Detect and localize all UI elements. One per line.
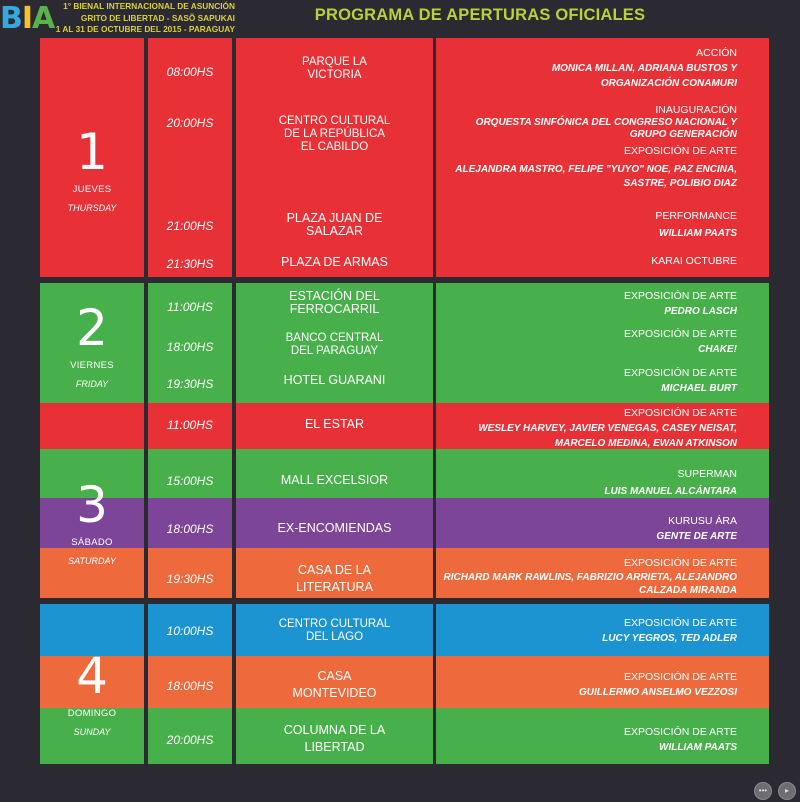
venue-line: FERROCARRIL (289, 302, 380, 316)
hour: 11 (167, 418, 180, 432)
venue-line: DE LA REPÚBLICA (284, 128, 385, 140)
day-name-en: FRIDAY (75, 379, 109, 389)
activity-head: EXPOSICIÓN DE ARTE (623, 144, 737, 157)
activity-head: KARAI OCTUBRE (651, 255, 737, 267)
event-time (148, 219, 232, 233)
venue (236, 522, 433, 535)
minutes: :00HS (180, 679, 214, 693)
minutes: :00HS (179, 300, 213, 314)
activity (437, 327, 737, 357)
venue (236, 418, 433, 431)
venue-line: EL CABILDO (300, 141, 369, 153)
minutes: :00HS (180, 522, 214, 536)
venue (236, 562, 433, 596)
page-title: PROGRAMA DE APERTURAS OFICIALES (314, 6, 646, 24)
minutes: :30HS (180, 377, 214, 391)
activity-head: EXPOSICIÓN DE ARTE (623, 557, 737, 569)
hour: 11 (167, 300, 180, 314)
minutes: :00HS (180, 116, 214, 130)
hour: 15 (166, 474, 180, 488)
venue (236, 290, 433, 316)
minutes: :00HS (180, 733, 214, 747)
activity (437, 615, 737, 647)
time-column (148, 38, 232, 764)
activity-head: EXPOSICIÓN DE ARTE (623, 367, 737, 379)
minutes: :00HS (179, 418, 213, 432)
venue-line: DEL LAGO (305, 631, 364, 643)
activity-artists: ALEJANDRA MASTRO, FELIPE "YUYO" NOE, PAZ ENCINA, (455, 164, 737, 175)
activity-head: KURUSU ÁRA (668, 515, 737, 527)
activity-head: EXPOSICIÓN DE ARTE (623, 726, 737, 738)
activity-artists: MICHAEL BURT (661, 383, 737, 394)
activity-head: EXPOSICIÓN DE ARTE (623, 617, 737, 629)
event-time (148, 300, 232, 314)
venue-line: CENTRO CULTURAL (278, 115, 391, 127)
viewer-controls (752, 780, 800, 802)
venue-line: EL ESTAR (304, 417, 365, 431)
hour: 19 (166, 377, 180, 391)
venue-line: EX-ENCOMIENDAS (277, 521, 392, 535)
activity-artists: ORGANIZACIÓN CONAMURI (600, 78, 737, 89)
header (0, 0, 800, 38)
event-time (148, 522, 232, 536)
event-time (148, 474, 232, 488)
venue-line: PLAZA JUAN DE (286, 211, 383, 225)
venue (236, 668, 433, 702)
venue-line: LIBERTAD (304, 740, 365, 754)
venue-column (236, 38, 433, 764)
activity-head: EXPOSICIÓN DE ARTE (623, 290, 737, 302)
venue-line: BANCO CENTRAL (285, 332, 384, 344)
day-number: 4 (76, 647, 108, 705)
day-name-es: VIERNES (70, 360, 114, 371)
hour: 21 (166, 257, 180, 271)
activity (437, 46, 737, 91)
activity-artists: GUILLERMO ANSELMO VEZZOSI (579, 687, 737, 698)
activity-artists: GENTE DE ARTE (656, 531, 737, 542)
bienal-info (55, 1, 235, 36)
day-column (40, 38, 144, 764)
minutes: :30HS (180, 257, 214, 271)
activity (437, 289, 737, 319)
activity-column (436, 38, 769, 764)
activity (437, 724, 737, 756)
day-name-en: SATURDAY (68, 556, 116, 566)
activity-head: SUPERMAN (677, 468, 737, 480)
hour: 20 (166, 733, 180, 747)
activity (437, 104, 737, 191)
venue-line: ESTACIÓN DEL (289, 289, 380, 303)
activity-head: EXPOSICIÓN DE ARTE (623, 671, 737, 683)
activity (437, 513, 737, 545)
day-name-en: SUNDAY (73, 727, 111, 737)
day-3-label (40, 476, 144, 566)
venue (236, 115, 433, 154)
day-number: 2 (76, 299, 108, 357)
activity-artists: MONICA MILLAN, ADRIANA BUSTOS Y (551, 63, 737, 74)
venue (236, 722, 433, 756)
minutes: :00HS (180, 474, 214, 488)
activity (437, 466, 737, 500)
minutes: :00HS (180, 340, 214, 354)
activity-artists: WILLIAM PAATS (659, 228, 737, 239)
event-time (148, 116, 232, 130)
activity-artists: WESLEY HARVEY, JAVIER VENEGAS, CASEY NEISAT, (478, 423, 737, 434)
activity-artists: LUCY YEGROS, TED ADLER (602, 633, 737, 644)
hour: 21 (166, 219, 180, 233)
day-2-label (40, 299, 144, 389)
event-time (148, 257, 232, 271)
minutes: :30HS (180, 572, 214, 586)
activity-head: INAUGURACIÓN (655, 104, 737, 116)
event-time (148, 377, 232, 391)
bienal-line: 1° BIENAL INTERNACIONAL DE ASUNCIÓN (63, 1, 235, 11)
venue-line: DEL PARAGUAY (290, 345, 379, 357)
activity-head: EXPOSICIÓN DE ARTE (623, 407, 737, 419)
activity-artists: CHAKE! (698, 344, 737, 355)
venue (236, 212, 433, 238)
activity-head: EXPOSICIÓN DE ARTE (623, 328, 737, 340)
hour: 18 (166, 522, 180, 536)
activity (407, 557, 737, 598)
event-time (148, 65, 232, 79)
activity (437, 208, 737, 242)
event-time (148, 340, 232, 354)
venue-line: COLUMNA DE LA (283, 723, 386, 737)
more-options-icon[interactable]: ••• (754, 782, 772, 800)
venue (236, 474, 433, 487)
minutes: :00HS (180, 65, 214, 79)
bienal-line: 1 AL 31 DE OCTUBRE DEL 2015 - PARAGUAY (55, 24, 235, 35)
venue-line: CASA DE LA (298, 563, 371, 577)
activity (437, 255, 737, 268)
activity-head: PERFORMANCE (655, 210, 737, 222)
day-number: 1 (76, 123, 108, 181)
day-name-es: DOMINGO (67, 708, 117, 719)
venue-line: CASA (317, 669, 352, 683)
navigate-icon[interactable]: ▸ (778, 782, 796, 800)
hour: 20 (166, 116, 180, 130)
bienal-line: GRITO DE LIBERTAD - SASÕ SAPUKAI (80, 12, 235, 23)
activity-artists: SASTRE, POLIBIO DIAZ (623, 178, 737, 189)
venue-line: SALAZAR (306, 224, 363, 238)
event-time (148, 418, 232, 432)
activity-artists: LUIS MANUEL ALCÁNTARA (604, 486, 737, 497)
bia-logo: BIA (0, 1, 55, 36)
venue-line: PARQUE LA (302, 56, 367, 68)
event-time (148, 733, 232, 747)
hour: 18 (166, 679, 180, 693)
activity-detail: GRUPO GENERACIÓN (629, 129, 737, 140)
day-4-label (40, 647, 144, 737)
day-number: 3 (76, 476, 108, 534)
day-name-es: JUEVES (72, 184, 112, 195)
venue-line: HOTEL GUARANI (283, 373, 386, 387)
hour: 10 (166, 624, 180, 638)
venue-line: MALL EXCELSIOR (280, 473, 389, 487)
activity-artists: PEDRO LASCH (664, 306, 737, 317)
venue-line: MONTEVIDEO (292, 686, 377, 700)
day-1-label (40, 123, 144, 213)
venue (236, 332, 433, 358)
activity-detail: ORQUESTA SINFÓNICA DEL CONGRESO NACIONAL Y (475, 116, 737, 128)
activity-artists: RICHARD MARK RAWLINS, FABRIZIO ARRIETA, ALEJANDRO (443, 571, 737, 583)
event-time (148, 679, 232, 693)
minutes: :00HS (180, 624, 214, 638)
hour: 19 (166, 572, 180, 586)
event-time (148, 572, 232, 586)
venue-line: CENTRO CULTURAL (278, 618, 391, 630)
venue-line: PLAZA DE ARMAS (281, 255, 388, 269)
activity (437, 669, 737, 701)
venue (236, 618, 433, 644)
day-name-en: THURSDAY (67, 203, 117, 213)
day-name-es: SÁBADO (71, 537, 113, 548)
activity-artists: CALZADA MIRANDA (639, 585, 737, 596)
day-3-block-red (40, 403, 144, 449)
venue (236, 56, 433, 82)
venue (236, 374, 433, 387)
hour: 18 (166, 340, 180, 354)
activity (437, 366, 737, 396)
activity-head: ACCIÓN (696, 47, 737, 59)
venue (236, 256, 433, 269)
activity-artists: WILLIAM PAATS (659, 742, 737, 753)
hour: 08 (166, 65, 180, 79)
event-time (148, 624, 232, 638)
activity (437, 406, 737, 451)
minutes: :00HS (180, 219, 214, 233)
venue-line: LITERATURA (296, 580, 373, 594)
venue-line: VICTORIA (307, 69, 362, 81)
activity-artists: MARCELO MEDINA, EWAN ATKINSON (554, 438, 737, 449)
